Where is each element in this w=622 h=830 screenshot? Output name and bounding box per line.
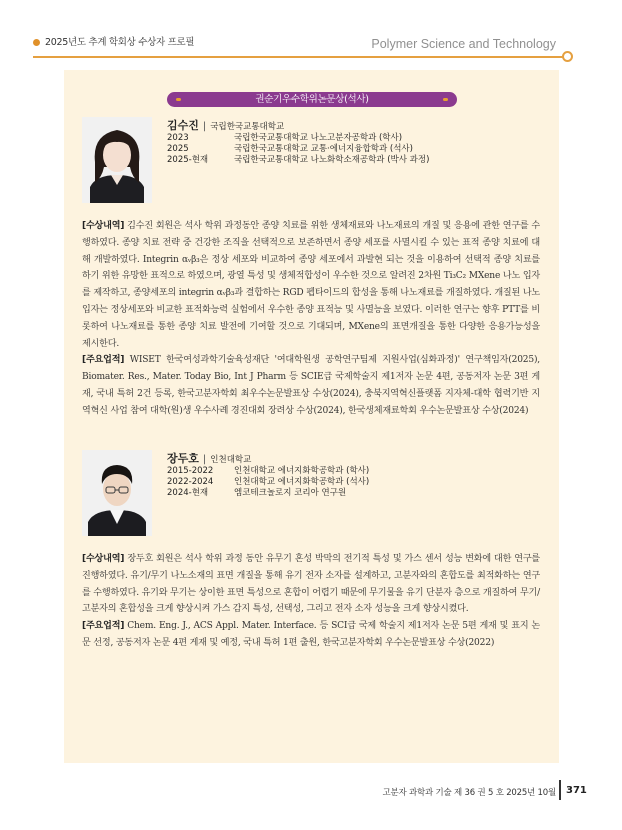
achievements-text: WISET 한국여성과학기술육성재단 '여대학원생 공학연구팀제 지원사업(심화과정)' 연구책임자(2025), Biomater. Res., Mater. Today Bio, Int J Pharm 등 SCIE급 국제학술지 제1저자 논문 4편, 공동저자 논문 3편 게재, 국내 특허 2건 등록, 한국고분자학회 최우수논문발표상 수상(2024), 충북지역혁신플랫폼 지자체-대학 협력기반 지역혁신 사업 참여 대학(원)생 우수사례 경진대회 장려상 수상(2024), 한국생체재료학회 우수논문발표상 수상(2024) <box>82 355 540 416</box>
education-year: 2023 <box>167 133 189 143</box>
pill-right-dot-icon <box>443 98 448 101</box>
recipient-photo-jang <box>82 450 152 536</box>
education-row <box>167 133 429 144</box>
achievements-paragraph <box>82 618 540 652</box>
header-section-title: 2025년도 추계 학회상 수상자 프로필 <box>45 37 195 48</box>
header-ring-icon <box>562 51 573 62</box>
award-details-label: [수상내역] <box>82 554 125 564</box>
recipient-name: 김수진 <box>167 119 199 132</box>
education-year: 2024-현재 <box>167 488 209 498</box>
award-title-pill <box>167 92 457 107</box>
header-journal-name: Polymer Science and Technology <box>371 37 556 51</box>
education-detail: 국립한국교통대학교 교통·에너지융합학과 (석사) <box>234 144 413 154</box>
recipient-name-line: 김수진 | 국립한국교통대학교 <box>167 119 285 132</box>
achievements-label: [주요업적] <box>82 621 125 632</box>
award-details-text: 장두호 회원은 석사 학위 과정 동안 유무기 혼성 박막의 전기적 특성 및 가스 센서 성능 변화에 대한 연구를 진행하였다. 유기/무기 나노소재의 표면 개질을 통해 유기 전자 소자를 설계하고, 고분자와의 혼합도를 최적화하는 연구를 수행하였다. 유기와 무기는 상이한 표면 특성으로 혼합이 어렵기 때문에 무기물을 유기 단분자 층으로 개질하여 무기/고분자의 혼합성을 크게 향상시켜 가스 감지 특성, 선택성, 그리고 전자 소자 성능을 크게 향상시켰다. <box>82 554 540 615</box>
award-details-paragraph <box>82 551 540 618</box>
education-year: 2022-2024 <box>167 477 214 487</box>
award-details-label: [수상내역] <box>82 221 125 231</box>
footer-journal-issue: 고분자 과학과 기술 제 36 권 5 호 2025년 10월 <box>382 788 556 798</box>
header-bullet-icon <box>33 39 40 46</box>
award-details-paragraph <box>82 218 540 352</box>
education-year: 2025 <box>167 144 189 154</box>
achievements-label: [주요업적] <box>82 355 125 366</box>
achievements-paragraph <box>82 352 540 419</box>
education-row <box>167 155 429 166</box>
header-rule <box>33 56 564 58</box>
education-detail: 엠코테크놀로지 코리아 연구원 <box>234 488 347 498</box>
education-year: 2025-현재 <box>167 155 209 165</box>
award-details-text: 김수진 회원은 석사 학위 과정동안 종양 치료를 위한 생체재료와 나노재료의 개질 및 응용에 관한 연구를 수행하였다. 종양 치료 전략 중 건강한 조직을 선택적으로 보존하면서 종양 세포를 사멸시킬 수 있는 표적 종양 치료에 대해 개발하였다. Integrin αᵥβ₃은 정상 세포와 비교하여 종양 세포에서 과발현 되는 것을 이용하여 선택적 종양 치료를 하기 위한 유망한 표적으로 하였으며, 광열 특성 및 생체적합성이 우수한 것으로 알려진 2차원 Ti₃C₂ MXene 나노 입자를 제작하고, 종양세포의 integrin αᵥβ₃과 결합하는 RGD 펩타이드의 합성을 통해 나노재료를 개질하였다. 개질된 나노입자는 정상세포와 비교한 표적화능력 실험에서 우수한 종양 표적능 및 사멸능을 보였다. 이러한 연구는 향후 PTT를 비롯하여 나노재료를 통한 종양 치료 발전에 기여할 것으로 기대되며, MXene의 표면개질을 통한 다양한 응용가능성을 제시한다. <box>82 221 540 349</box>
recipient-photo-kim <box>82 117 152 203</box>
recipient-name-line: 장두호 | 인천대학교 <box>167 452 252 465</box>
footer-divider <box>559 780 561 800</box>
education-list <box>167 133 429 166</box>
education-row <box>167 466 369 477</box>
recipient-description <box>82 551 540 652</box>
pill-left-dot-icon <box>176 98 181 101</box>
award-title: 권순기우수학위논문상(석사) <box>255 94 369 105</box>
education-row <box>167 488 369 499</box>
education-row <box>167 477 369 488</box>
education-detail: 국립한국교통대학교 나노고분자공학과 (학사) <box>234 133 403 143</box>
education-year: 2015-2022 <box>167 466 214 476</box>
education-row <box>167 144 429 155</box>
recipient-description <box>82 218 540 420</box>
achievements-text: Chem. Eng. J., ACS Appl. Mater. Interface. 등 SCI급 국제 학술지 제1저자 논문 5편 게재 및 표지 논문 선정, 공동저자 논문 4편 게재 및 예정, 국내 특허 1편 출원, 한국고분자학회 우수논문발표상 수상(2022) <box>82 621 540 648</box>
recipient-affiliation: 인천대학교 <box>210 455 252 465</box>
education-list <box>167 466 369 499</box>
education-detail: 인천대학교 에너지화학공학과 (석사) <box>234 477 370 487</box>
education-detail: 인천대학교 에너지화학공학과 (학사) <box>234 466 370 476</box>
page-number: 371 <box>566 785 587 796</box>
recipient-affiliation: 국립한국교통대학교 <box>210 122 285 132</box>
recipient-name: 장두호 <box>167 452 199 465</box>
education-detail: 국립한국교통대학교 나노화학소재공학과 (박사 과정) <box>234 155 430 165</box>
